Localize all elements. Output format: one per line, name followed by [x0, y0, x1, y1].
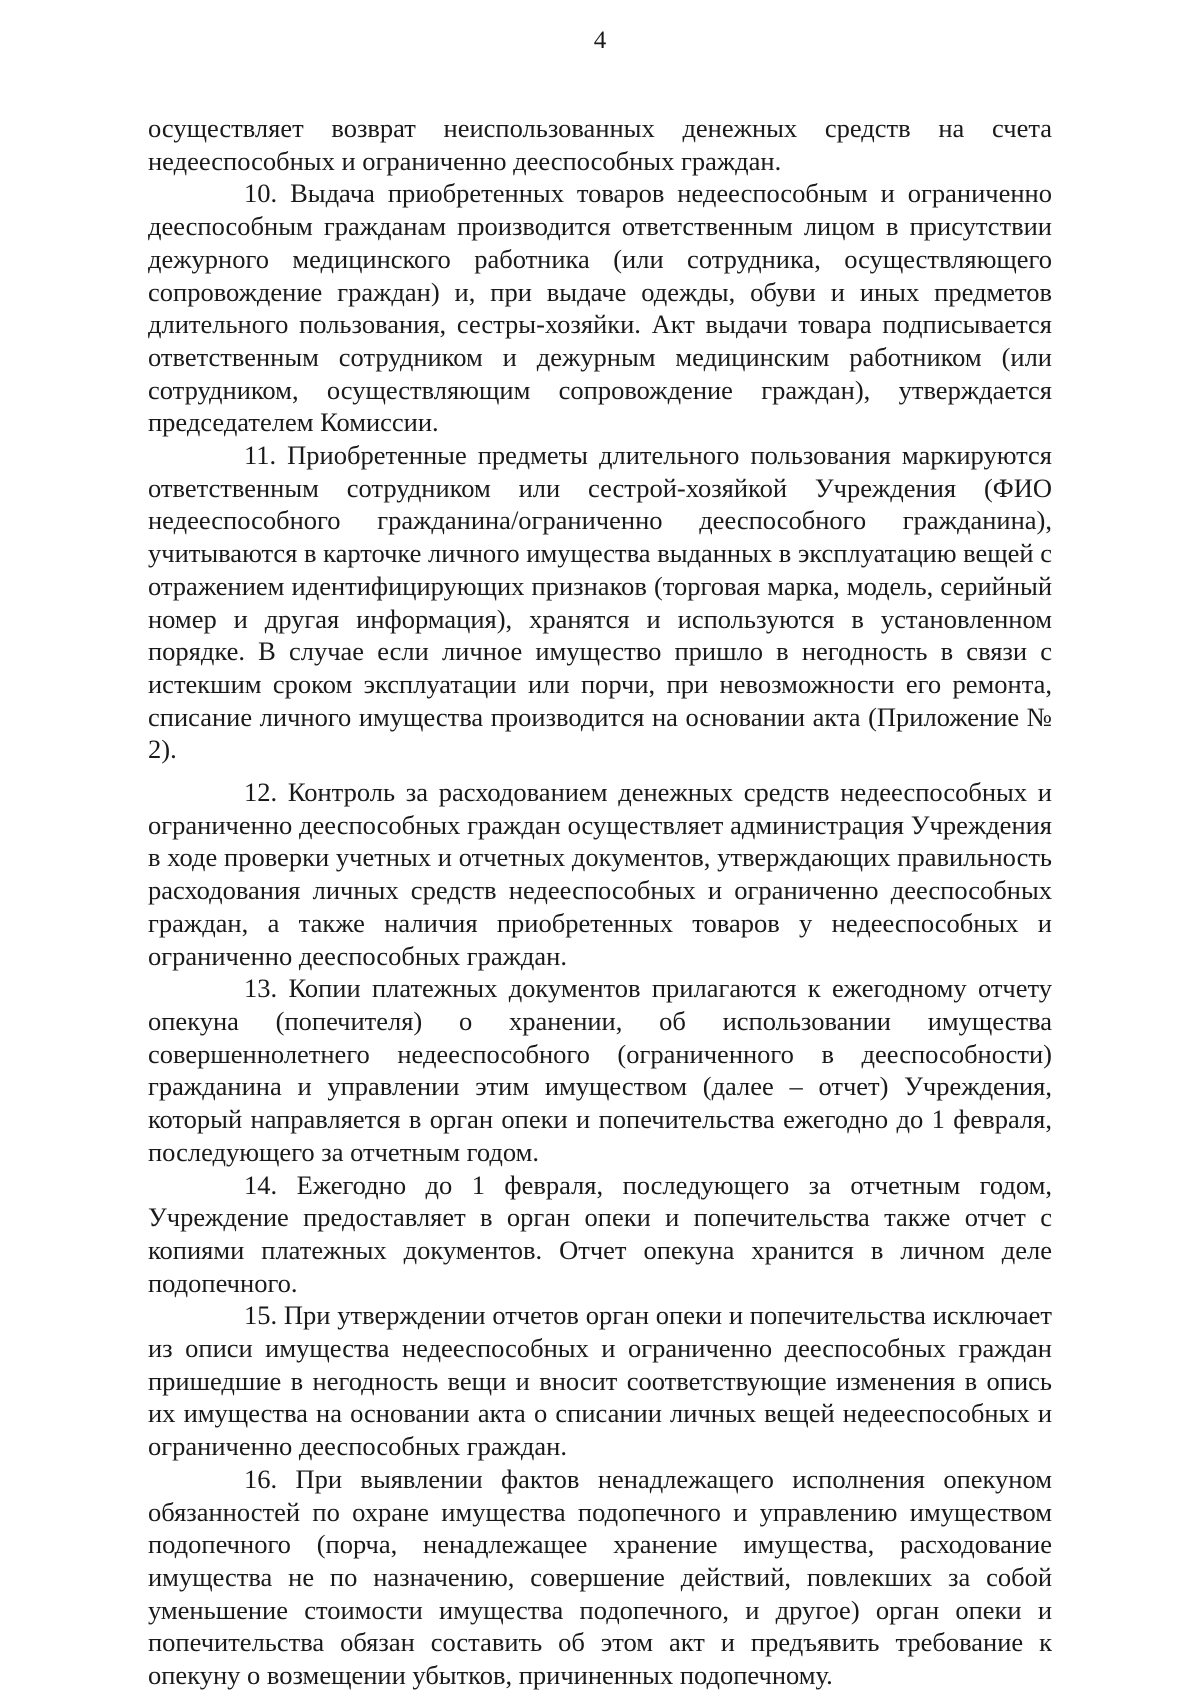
- paragraph-12: 12. Контроль за расходованием денежных средств недееспособных и ограниченно дееспособных граждан осуществляет администрация Учреждения в ходе проверки учетных и отчетных документов, утверждающих правильность расходования личных средств недееспособных и ограниченно дееспособных граждан, а также наличия приобретенных товаров у недееспособных и ограниченно дееспособных граждан.: [148, 777, 1052, 971]
- paragraph-16: 16. При выявлении фактов ненадлежащего исполнения опекуном обязанностей по охране имущества подопечного и управлению имуществом подопечного (порча, ненадлежащее хранение имущества, расходование имущества не по назначению, совершение действий, повлекших за собой уменьшение стоимости имущества подопечного, и другое) орган опеки и попечительства обязан составить об этом акт и предъявить требование к опекуну о возмещении убытков, причиненных подопечному.: [148, 1463, 1052, 1691]
- document-body: [148, 112, 1052, 1692]
- paragraph-14: 14. Ежегодно до 1 февраля, последующего за отчетным годом, Учреждение предоставляет в орган опеки и попечительства также отчет с копиями платежных документов. Отчет опекуна хранится в личном деле подопечного.: [148, 1169, 1052, 1298]
- page-number: 4: [593, 27, 607, 54]
- paragraph-13: 13. Копии платежных документов прилагаются к ежегодному отчету опекуна (попечителя) о хранении, об использовании имущества совершеннолетнего недееспособного (ограниченного в дееспособности) гражданина и управлении этим имуществом (далее – отчет) Учреждения, который направляется в орган опеки и попечительства ежегодно до 1 февраля, последующего за отчетным годом.: [148, 973, 1052, 1167]
- paragraph-continuation: осуществляет возврат неиспользованных денежных средств на счета недееспособных и ограниченно дееспособных граждан.: [148, 113, 1052, 176]
- paragraph-15: 15. При утверждении отчетов орган опеки и попечительства исключает из описи имущества недееспособных и ограниченно дееспособных граждан пришедшие в негодность вещи и вносит соответствующие изменения в опись их имущества на основании акта о списании личных вещей недееспособных и ограниченно дееспособных граждан.: [148, 1300, 1052, 1462]
- paragraph-10: 10. Выдача приобретенных товаров недееспособным и ограниченно дееспособным гражданам производится ответственным лицом в присутствии дежурного медицинского работника (или сотрудника, осуществляющего сопровождение граждан) и, при выдаче одежды, обуви и иных предметов длительного пользования, сестры-хозяйки. Акт выдачи товара подписывается ответственным сотрудником и дежурным медицинским работником (или сотрудником, осуществляющим сопровождение граждан), утверждается председателем Комиссии.: [148, 178, 1052, 438]
- paragraph-11: 11. Приобретенные предметы длительного пользования маркируются ответственным сотрудником или сестрой-хозяйкой Учреждения (ФИО недееспособного гражданина/ограниченно дееспособного гражданина), учитываются в карточке личного имущества выданных в эксплуатацию вещей с отражением идентифицирующих признаков (торговая марка, модель, серийный номер и другая информация), хранятся и используются в установленном порядке. В случае если личное имущество пришло в негодность в связи с истекшим сроком эксплуатации или порчи, при невозможности его ремонта, списание личного имущества производится на основании акта (Приложение № 2).: [148, 440, 1052, 765]
